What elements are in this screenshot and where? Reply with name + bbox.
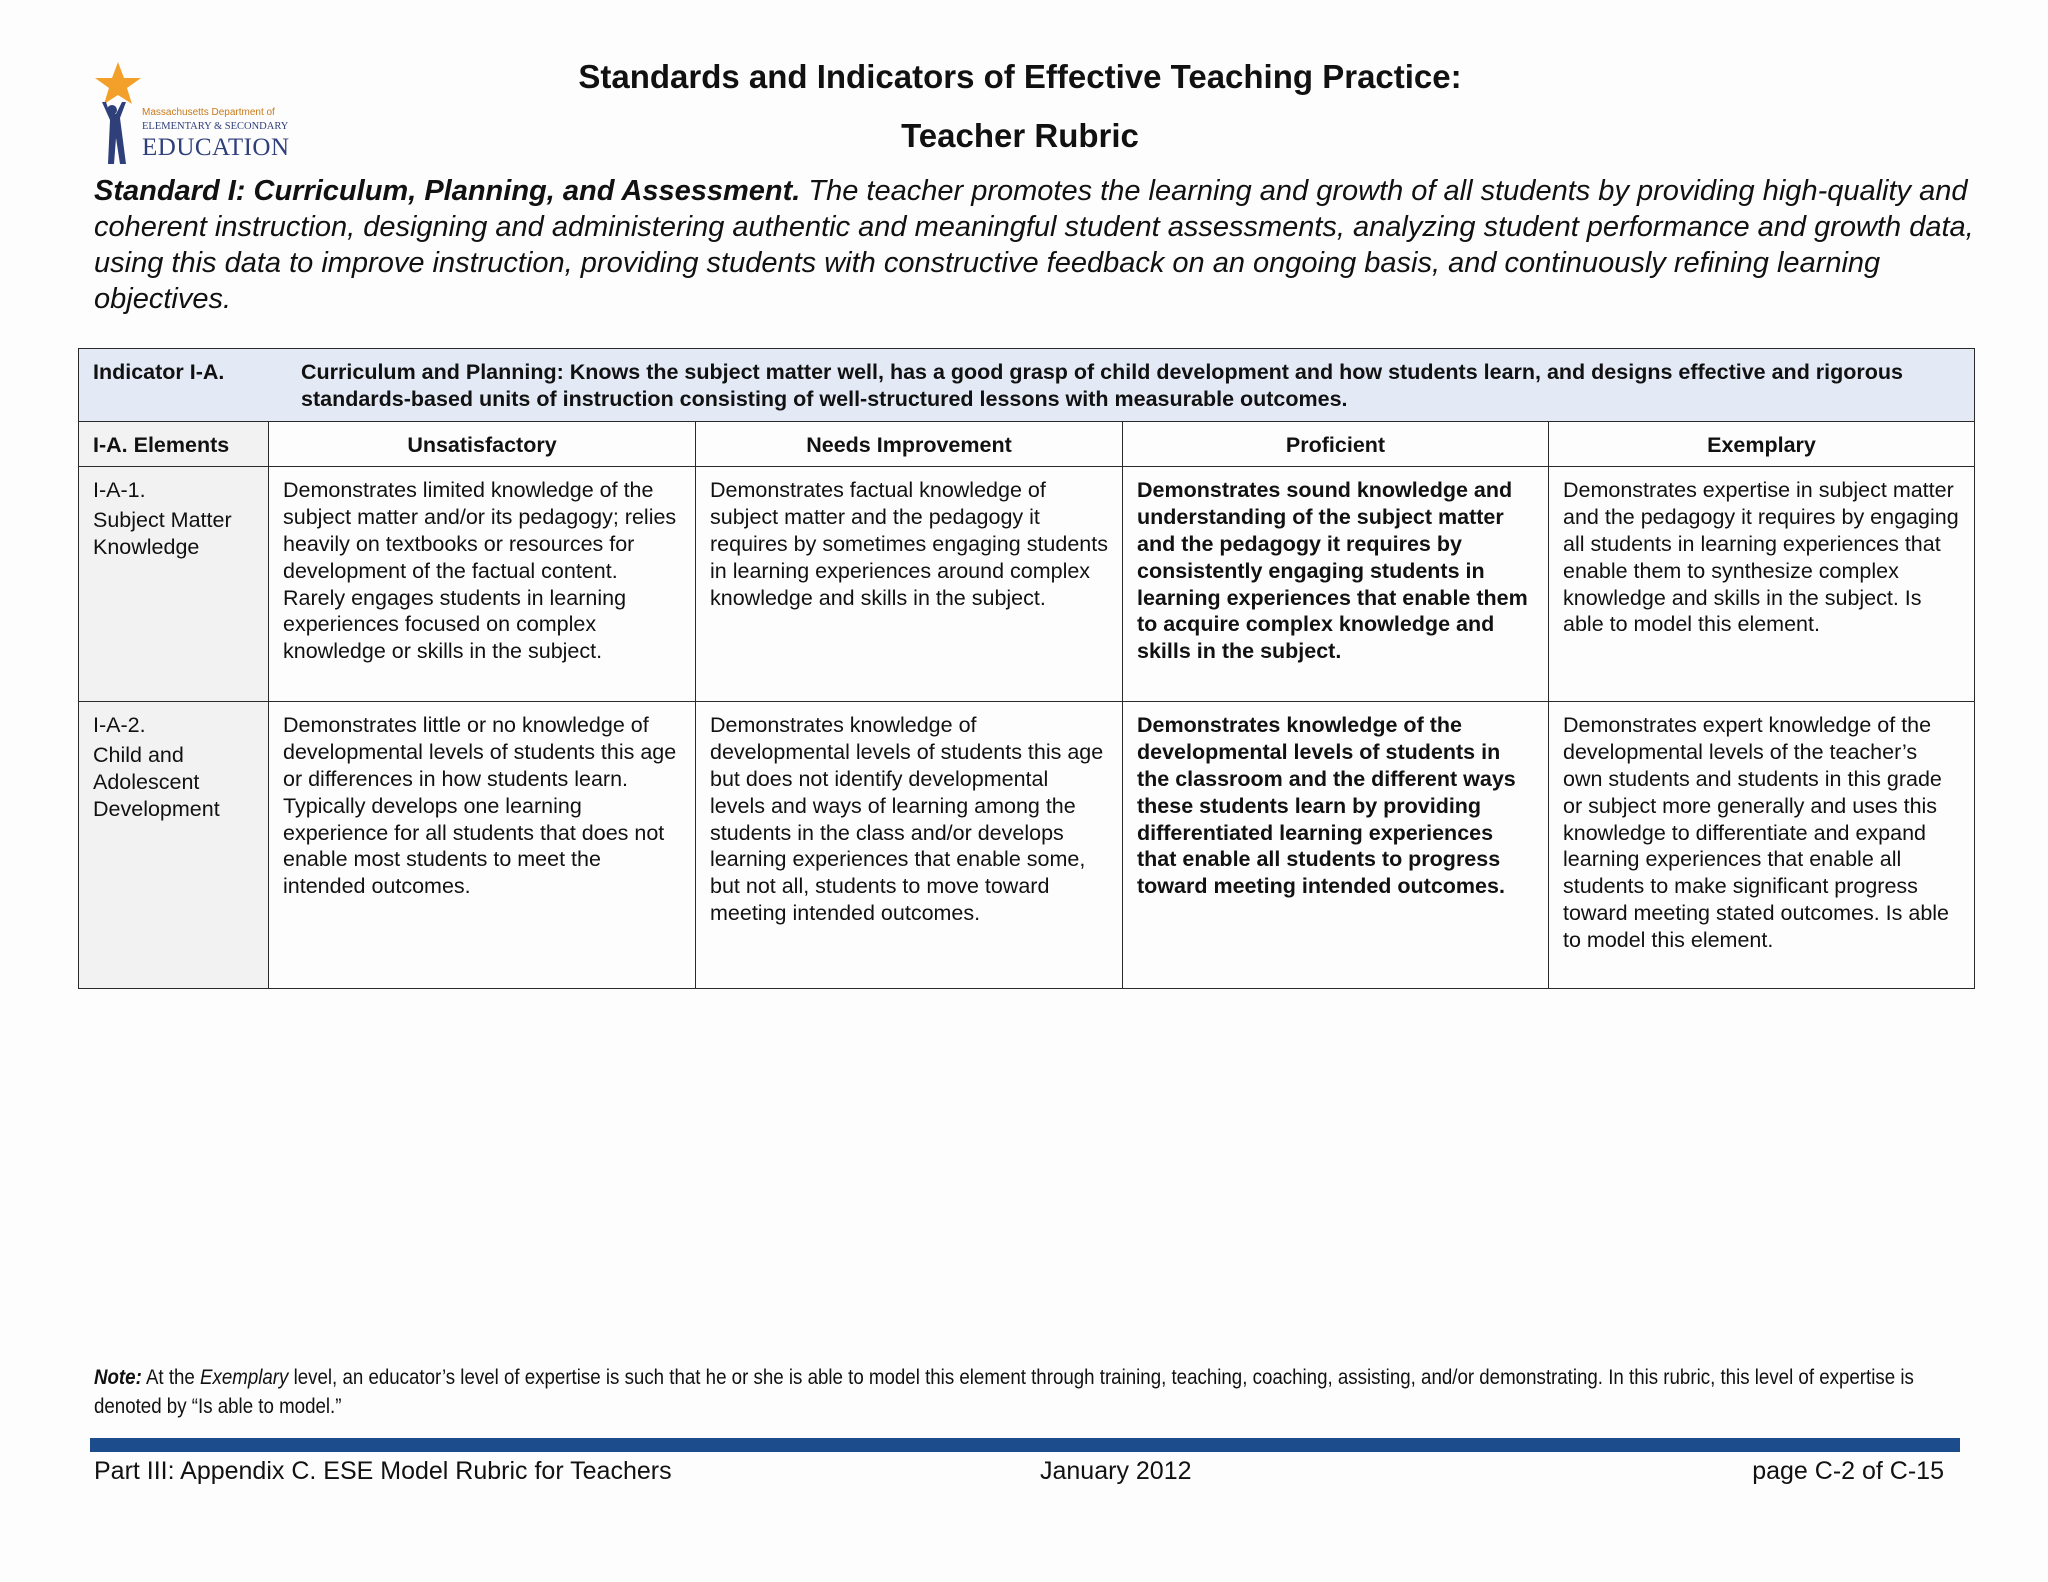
element-name: Child and Adolescent Development: [93, 743, 220, 821]
element-cell: [79, 467, 269, 702]
footer-rule: [90, 1438, 1960, 1452]
footer-date: January 2012: [1040, 1457, 1192, 1485]
column-header-needs-improvement: Needs Improvement: [696, 421, 1123, 467]
unsatisfactory-cell: Demonstrates limited knowledge of the subject matter and/or its pedagogy; relies heavily on textbooks or resources for development of the factual content. Rarely engages students in learning experiences focused on complex knowledge or skills in the subject.: [269, 467, 696, 702]
column-header-unsatisfactory: Unsatisfactory: [269, 421, 696, 467]
logo-line-department: Massachusetts Department of: [142, 107, 275, 118]
column-header-elements: I-A. Elements: [79, 421, 269, 467]
page-subtitle: Teacher Rubric: [901, 117, 1139, 154]
footer-document-title: Part III: Appendix C. ESE Model Rubric for Teachers: [94, 1457, 672, 1485]
logo-line-education: EDUCATION: [142, 133, 290, 161]
standard-label: Standard I: Curriculum, Planning, and Assessment.: [94, 175, 801, 207]
column-header-exemplary: Exemplary: [1549, 421, 1975, 467]
logo-line-elementary: ELEMENTARY & SECONDARY: [142, 121, 289, 132]
column-header-proficient: Proficient: [1123, 421, 1549, 467]
indicator-cell: [79, 349, 1975, 422]
note-label: Note:: [94, 1365, 142, 1389]
element-code: I-A-2.: [93, 713, 146, 738]
indicator-label: Indicator I-A.: [93, 360, 225, 384]
footnote: [94, 1363, 1973, 1421]
note-text: level, an educator’s level of expertise is such that he or she is able to model this element through training, teaching, coaching, assisting, and/or demonstrating. In this rubric, this level of expertise is denoted by “Is able to model.”: [94, 1365, 1914, 1418]
element-name: Subject Matter Knowledge: [93, 508, 232, 559]
unsatisfactory-cell: Demonstrates little or no knowledge of developmental levels of students this age or differences in how students learn. Typically develops one learning experience for all students that does not enable most students to meet the intended outcomes.: [269, 702, 696, 989]
note-emphasis: Exemplary: [200, 1365, 289, 1389]
table-row: [79, 702, 1975, 989]
table-row: [79, 467, 1975, 702]
rubric-table: [78, 348, 1975, 989]
footer-page-number: page C-2 of C-15: [1752, 1457, 1944, 1485]
exemplary-cell: Demonstrates expertise in subject matter and the pedagogy it requires by engaging all students in learning experiences that enable them to synthesize complex knowledge and skills in the subject. Is able to model this element.: [1549, 467, 1975, 702]
standard-text: The teacher promotes the learning and growth of all students by providing high-quality and coherent instruction, designing and administering authentic and meaningful student assessments, analyzing student performance and growth data, using this data to improve instruction, providing students with constructive feedback on an ongoing basis, and continuously refining learning objectives.: [94, 175, 1974, 315]
proficient-cell: Demonstrates sound knowledge and understanding of the subject matter and the pedagogy it requires by consistently engaging students in learning experiences that enable them to acquire complex knowledge and skills in the subject.: [1123, 467, 1549, 702]
exemplary-cell: Demonstrates expert knowledge of the developmental levels of the teacher’s own students and students in this grade or subject more generally and uses this knowledge to differentiate and expand learning experiences that enable all students to make significant progress toward meeting stated outcomes. Is able to model this element.: [1549, 702, 1975, 989]
indicator-row: [79, 349, 1975, 422]
indicator-text: Curriculum and Planning: Knows the subject matter well, has a good grasp of child development and how students learn, and designs effective and rigorous standards-based units of instruction consisting of well-structured lessons with measurable outcomes.: [301, 360, 1903, 411]
element-cell: [79, 702, 269, 989]
element-code: I-A-1.: [93, 478, 146, 503]
star-person-logo-icon: [88, 58, 148, 170]
ese-logo: [88, 58, 308, 170]
needs-improvement-cell: Demonstrates factual knowledge of subject matter and the pedagogy it requires by sometimes engaging students in learning experiences around complex knowledge and skills in the subject.: [696, 467, 1123, 702]
page-title: Standards and Indicators of Effective Teaching Practice:: [578, 58, 1462, 95]
table-header-row: [79, 421, 1975, 467]
note-pre: At the: [141, 1365, 201, 1389]
standard-statement: [94, 173, 1974, 317]
proficient-cell: Demonstrates knowledge of the developmental levels of students in the classroom and the different ways these students learn by providing differentiated learning experiences that enable all students to progress toward meeting intended outcomes.: [1123, 702, 1549, 989]
needs-improvement-cell: Demonstrates knowledge of developmental levels of students this age but does not identify developmental levels and ways of learning among the students in the class and/or develops learning experiences that enable some, but not all, students to move toward meeting intended outcomes.: [696, 702, 1123, 989]
